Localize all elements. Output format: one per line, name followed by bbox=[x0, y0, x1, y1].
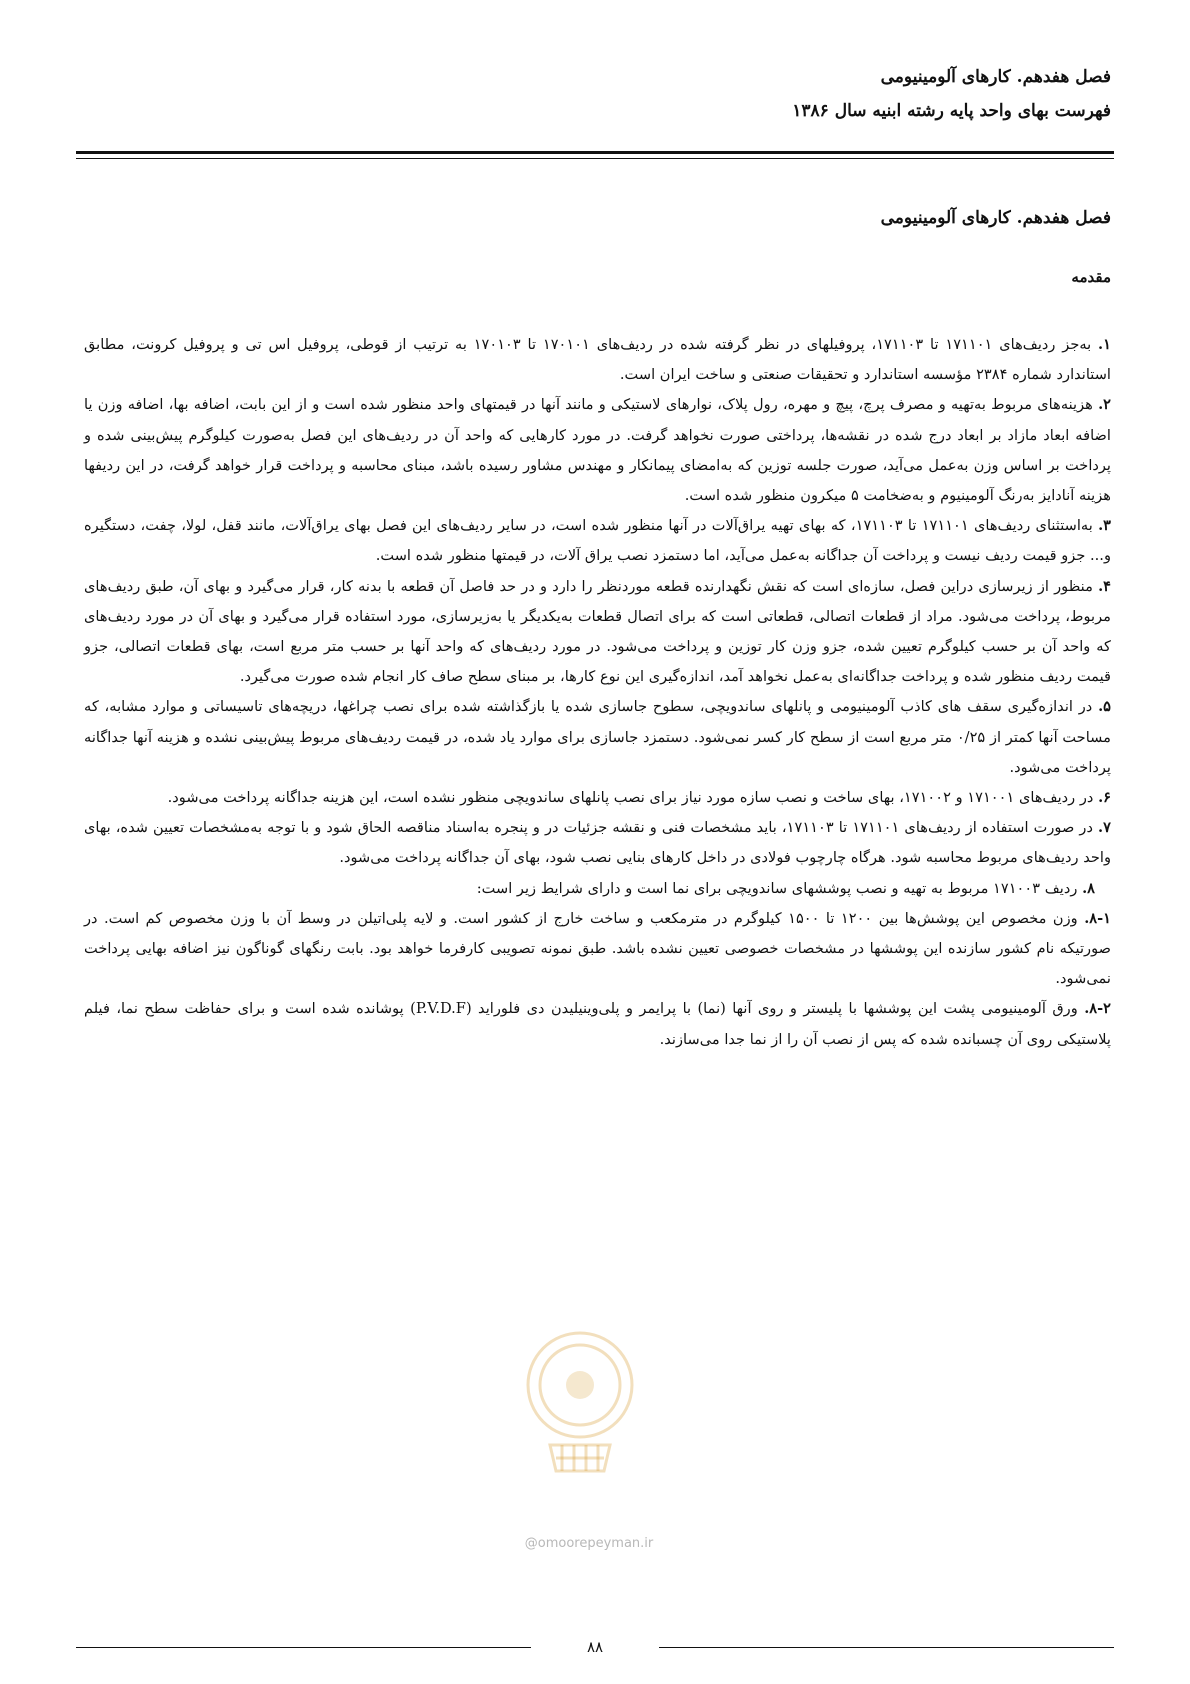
paragraph-text: به‌استثنای ردیف‌های ۱۷۱۱۰۱ تا ۱۷۱۱۰۳، که بهای تهیه یراق‌آلات در آنها منظور شده است، در سایر ردیف‌های این فصل بهای یراق‌آلات، مانند قفل، لولا، چفت، دستگیره و... جزو قیمت ردیف نیست و پرداخت آن جداگانه به‌عمل می‌آید، اما دستمزد نصب یراق آلات، در قیمتها منظور شده است. bbox=[84, 517, 1111, 565]
paragraph-text: ورق آلومینیومی پشت این پوششها با پلیستر و روی آنها (نما) با پرایمر و پلی‌وینیلیدن دی فلوراید (P.V.D.F) پوشانده شده است و برای حفاظت سطح نما، فیلم پلاستیکی روی آن چسبانده شده که پس از نصب آن را از نما جدا می‌سازند. bbox=[84, 1000, 1111, 1048]
paragraph-6 bbox=[84, 783, 1111, 813]
paragraph-number: ۷. bbox=[1098, 819, 1111, 837]
paragraph-number: ۸-۲. bbox=[1084, 1000, 1112, 1018]
paragraph-number: ۴. bbox=[1098, 577, 1111, 595]
paragraph-4 bbox=[84, 572, 1111, 693]
paragraph-3 bbox=[84, 511, 1111, 571]
paragraph-text: هزینه‌های مربوط به‌تهیه و مصرف پرچ، پیچ و مهره، رول پلاک، نوارهای لاستیکی و مانند آنها در قیمتهای واحد منظور شده است و از این بابت، اضافه بها، اضافه وزن یا اضافه ابعاد مازاد بر ابعاد درج شده در نقشه‌ها، پرداختی صورت نخواهد گرفت. در مورد کارهایی که واحد آن در ردیف‌های این فصل به‌صورت کیلوگرم پیش‌بینی شده و پرداخت بر اساس وزن به‌عمل می‌آید، صورت جلسه توزین که به‌امضای پیمانکار و مهندس مشاور رسیده باشد، مبنای محاسبه و پرداخت قرار خواهد گرفت، در این ردیفها هزینه آنادایز به‌رنگ آلومینیوم و به‌ضخامت ۵ میکرون منظور شده است. bbox=[84, 396, 1111, 505]
watermark-url: @omoorepeyman.ir bbox=[524, 1536, 654, 1551]
page-footer bbox=[76, 1635, 1114, 1659]
paragraph-text: در اندازه‌گیری سقف های کاذب آلومینیومی و پانلهای ساندویچی، سطوح جاسازی شده یا بازگذاشته شده برای نصب چراغها، دریچه‌های تاسیساتی و موارد مشابه، که مساحت آنها کمتر از ۰/۲۵ متر مربع است از سطح کار کسر نمی‌شود. دستمزد جاسازی برای موارد یاد شده، در قیمت ردیف‌های مربوط پیش‌بینی نشده و هزینه آنها جداگانه پرداخت می‌شود. bbox=[84, 698, 1111, 776]
paragraph-1 bbox=[84, 330, 1111, 390]
paragraph-number: ۸. bbox=[1082, 879, 1095, 897]
intro-heading: مقدمه bbox=[1071, 268, 1111, 286]
body-text bbox=[84, 330, 1111, 1055]
paragraph-number: ۳. bbox=[1098, 517, 1111, 535]
paragraph-number: ۶. bbox=[1098, 789, 1111, 807]
paragraph-number: ۲. bbox=[1098, 396, 1111, 414]
paragraph-text: وزن مخصوص این پوشش‌ها بین ۱۲۰۰ تا ۱۵۰۰ کیلوگرم در مترمکعب و ساخت خارج از کشور است. و لایه پلی‌اتیلن در وسط آن با وزن مخصوص کم است. در صورتیکه نام کشور سازنده این پوششها در مشخصات خصوصی تعیین نشده باشد. طبق نمونه تصویبی کارفرما خواهد بود. بابت رنگهای گوناگون نیز اضافه بهایی پرداخت نمی‌شود. bbox=[84, 909, 1111, 988]
page-number: ۸۸ bbox=[586, 1638, 604, 1656]
watermark-emblem-icon bbox=[520, 1325, 640, 1475]
paragraph-7 bbox=[84, 813, 1111, 873]
paragraph-text: در صورت استفاده از ردیف‌های ۱۷۱۱۰۱ تا ۱۷۱۱۰۳، باید مشخصات فنی و نقشه جزئیات در و پنجره به‌اسناد مناقصه الحاق شود و با توجه به‌مشخصات تعیین شده، بهای واحد ردیف‌های مربوط محاسبه شود. هرگاه چارچوب فولادی در داخل کارهای بنایی نصب شود، بهای آن جداگانه پرداخت می‌شود. bbox=[84, 819, 1111, 867]
paragraph-text: ردیف ۱۷۱۰۰۳ مربوط به تهیه و نصب پوششهای ساندویچی برای نما است و دارای شرایط زیر است: bbox=[476, 879, 1083, 897]
paragraph-2 bbox=[84, 390, 1111, 511]
paragraph-8-1 bbox=[84, 904, 1111, 995]
footer-rule-right bbox=[659, 1647, 1114, 1648]
paragraph-text: در ردیف‌های ۱۷۱۰۰۱ و ۱۷۱۰۰۲، بهای ساخت و نصب سازه مورد نیاز برای نصب پانلهای ساندویچی منظور نشده است، این هزینه جداگانه پرداخت می‌شود. bbox=[167, 789, 1099, 807]
paragraph-number: ۵. bbox=[1098, 698, 1111, 716]
running-header-chapter: فصل هفدهم. کارهای آلومینیومی bbox=[880, 67, 1111, 87]
paragraph-8 bbox=[84, 874, 1111, 904]
running-header bbox=[79, 60, 1111, 128]
paragraph-number: ۸-۱. bbox=[1084, 909, 1112, 927]
header-rule bbox=[76, 151, 1114, 154]
watermark-logo bbox=[520, 1325, 640, 1475]
header-rule-thin bbox=[76, 158, 1114, 159]
paragraph-number: ۱. bbox=[1098, 336, 1111, 353]
paragraph-8-2 bbox=[84, 994, 1111, 1054]
paragraph-5 bbox=[84, 692, 1111, 783]
paragraph-text: به‌جز ردیف‌های ۱۷۱۱۰۱ تا ۱۷۱۱۰۳، پروفیلهای در نظر گرفته شده در ردیف‌های ۱۷۰۱۰۱ تا ۱۷۰۱۰۳ به ترتیب از قوطی، پروفیل اس تی و پروفیل کرونت، مطابق استاندارد شماره ۲۳۸۴ مؤسسه استاندارد و تحقیقات صنعتی و ساخت ایران است. bbox=[84, 336, 1111, 384]
paragraph-text: منظور از زیرسازی دراین فصل، سازه‌ای است که نقش نگهدارنده قطعه موردنظر را دارد و در حد فاصل آن قطعه با بدنه کار، قرار می‌گیرد و بهای آن، طبق ردیف‌های مربوط، پرداخت می‌شود. مراد از قطعات اتصالی، قطعاتی است که برای اتصال قطعات به‌یکدیگر یا به‌زیرسازی، مورد استفاده قرار می‌گیرد و بهای آن در مورد ردیف‌های که واحد آن بر حسب کیلوگرم تعیین شده، جزو وزن کار توزین و پرداخت می‌شود. در مورد ردیف‌های که واحد آنها بر حسب متر مربع است، بهای قطعات اتصالی، جزو قیمت ردیف منظور شده و پرداخت جداگانه‌ای به‌عمل نخواهد آمد، اندازه‌گیری این نوع کارها، بر مبنای سطح صاف کار انجام شده صورت می‌گیرد. bbox=[84, 577, 1111, 686]
running-header-subtitle: فهرست بهای واحد پایه رشته ابنیه سال ۱۳۸۶ bbox=[792, 101, 1111, 121]
chapter-title: فصل هفدهم. کارهای آلومینیومی bbox=[880, 208, 1111, 228]
